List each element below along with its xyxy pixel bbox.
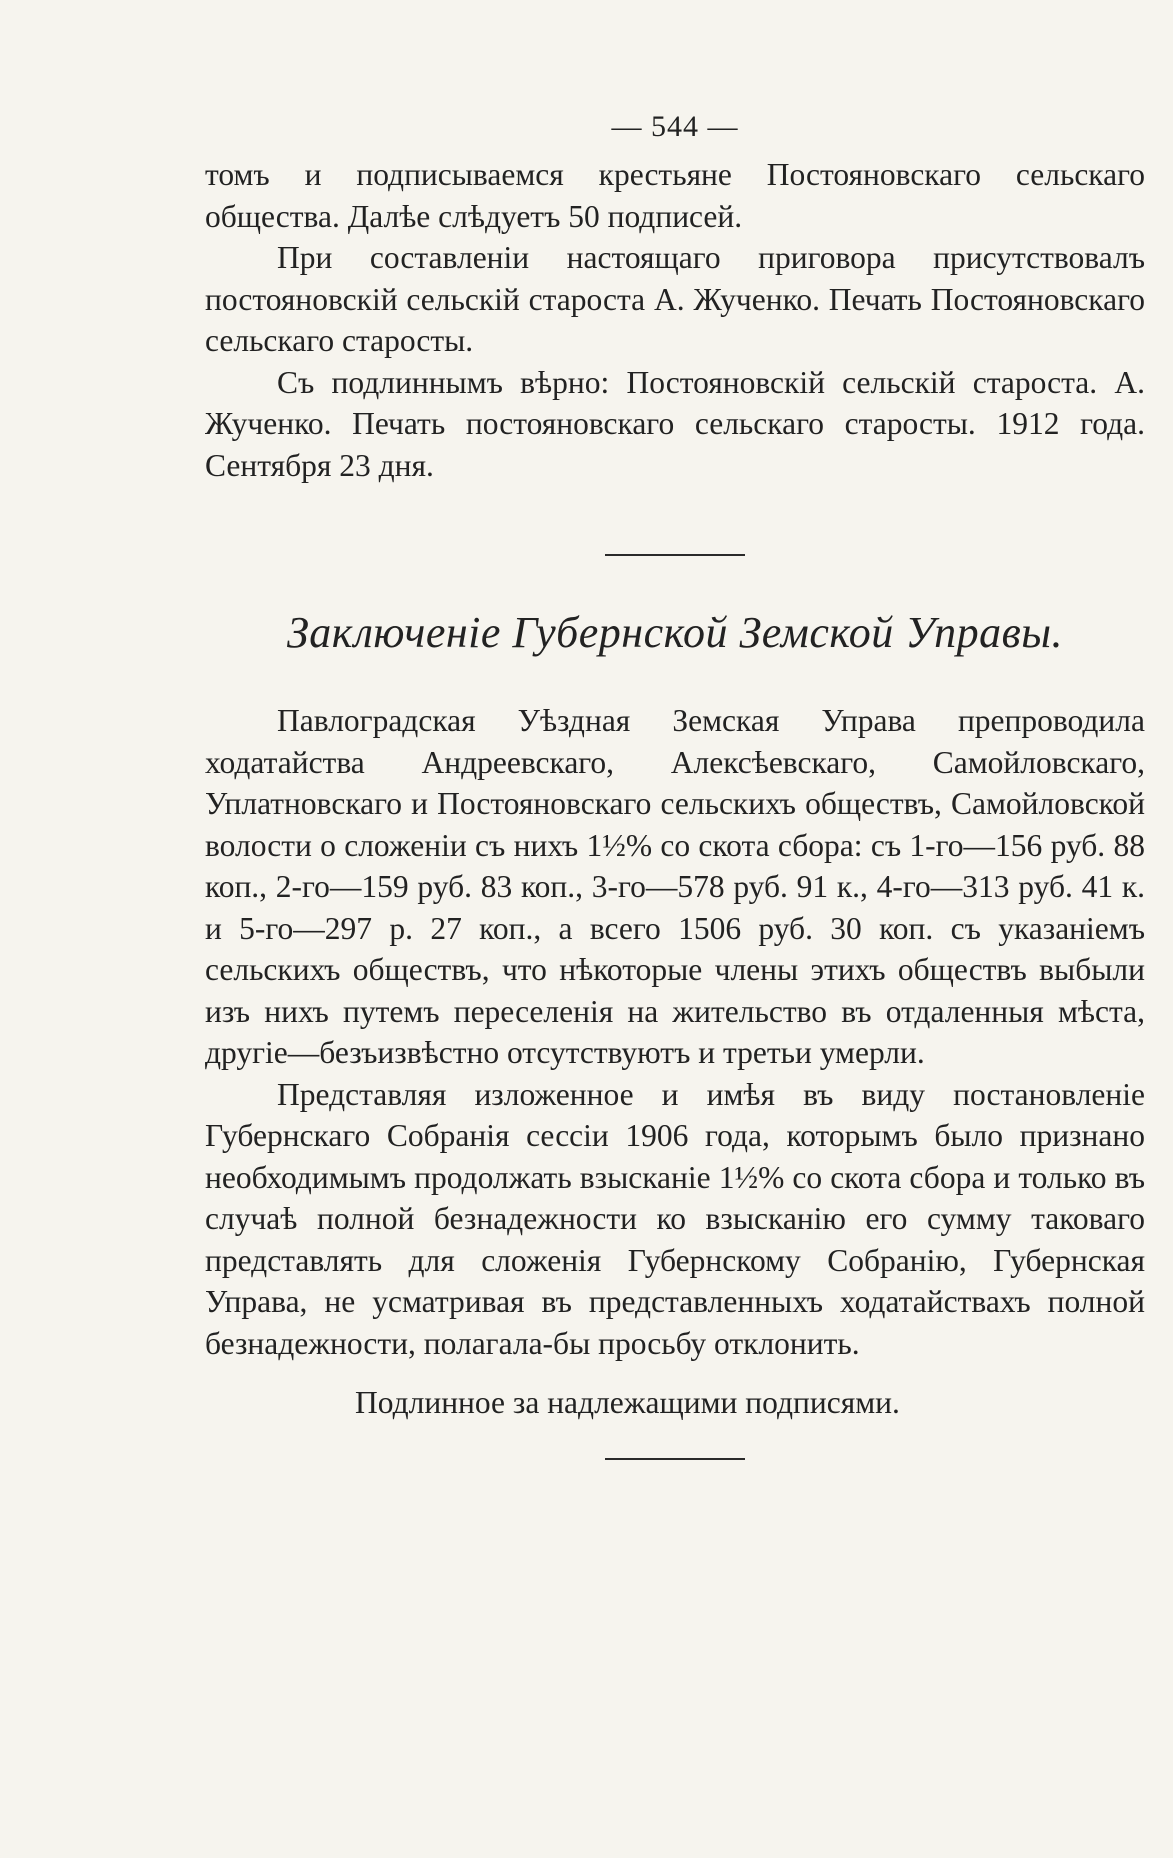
- paragraph-continuation: томъ и подписываемся крестьяне Постояновскаго сельскаго общества. Далѣе слѣдуетъ 50 подписей.: [205, 157, 1145, 234]
- paragraph-petition-summary: Павлоградская Уѣздная Земская Управа препроводила ходатайства Андреевскаго, Алексѣевскаго, Самойловскаго, Уплатновскаго и Постояновскаго сельскихъ обществъ, Самойловской волости о сложеніи съ нихъ 1½% со скота сбора: съ 1-го—156 руб. 88 коп., 2-го—159 руб. 83 коп., 3-го—578 руб. 91 к., 4-го—313 руб. 41 к. и 5-го—297 р. 27 коп., а всего 1506 руб. 30 коп. съ указаніемъ сельскихъ обществъ, что нѣкоторые члены этихъ обществъ выбыли изъ нихъ путемъ переселенія на жительство въ отдаленныя мѣста, другіе—безъизвѣстно отсутствуютъ и третьи умерли.: [205, 703, 1145, 1070]
- document-page: [205, 100, 1145, 1460]
- section-heading: Заключеніе Губернской Земской Управы.: [286, 608, 1064, 657]
- section-divider: [605, 554, 745, 556]
- page-number: — 544 —: [611, 110, 739, 143]
- paragraph-board-decision: Представляя изложенное и имѣя въ виду постановленіе Губернскаго Собранія сессіи 1906 года, которымъ было признано необходимымъ продолжать взысканіе 1½% со скота сбора и только въ случаѣ полной безнадежности ко взысканію его сумму таковаго представлять для сложенія Губернскому Собранію, Губернская Управа, не усматривая въ представленныхъ ходатайствахъ полной безнадежности, полагала-бы просьбу отклонить.: [205, 1076, 1145, 1361]
- paragraph-presence-note: При составленіи настоящаго приговора присутствовалъ постояновскій сельскій староста А. Жученко. Печать Постояновскаго сельскаго старосты.: [205, 240, 1145, 358]
- paragraph-certification: Съ подлиннымъ вѣрно: Постояновскій сельскій староста. А. Жученко. Печать постояновскаго сельскаго старосты. 1912 года. Сентября 23 дня.: [205, 364, 1145, 483]
- closing-signature-note: Подлинное за надлежащими подписями.: [355, 1385, 900, 1420]
- end-divider: [605, 1458, 745, 1460]
- conclusion-body: [205, 700, 1145, 1364]
